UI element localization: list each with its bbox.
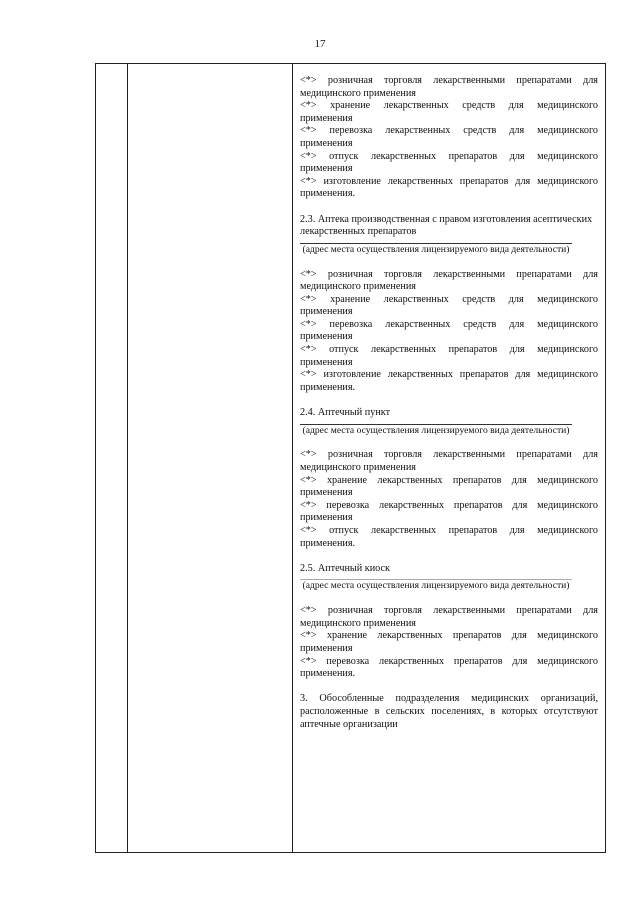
activity-item: <*> изготовление лекарственных препаратов для медицинского применения. [300, 369, 598, 393]
marker: <*> [300, 525, 317, 536]
section-heading-2-3: 2.3. Аптека производственная с правом изготовления асептических лекарственных препаратов [300, 213, 593, 238]
activity-list-2-5 [300, 605, 598, 681]
marker: <*> [300, 318, 317, 330]
marker: <*> [300, 125, 317, 137]
marker: <*> [300, 474, 317, 486]
activity-item: <*> изготовление лекарственных препаратов для медицинского применения. [300, 175, 598, 200]
address-caption: (адрес места осуществления лицензируемого вида деятельности) [302, 243, 570, 255]
page-number: 17 [314, 38, 326, 50]
activity-item: <*> перевозка лекарственных средств для медицинского применения [300, 125, 598, 149]
activity-item: <*> отпуск лекарственных препаратов для медицинского применения [300, 344, 598, 368]
marker: <*> [300, 150, 317, 162]
activity-item: <*> розничная торговля лекарственными препаратами для медицинского применения [300, 605, 598, 629]
marker: <*> [300, 344, 317, 356]
activity-list-block1 [300, 75, 598, 201]
marker: <*> [300, 268, 317, 280]
activity-list-2-3 [300, 269, 598, 395]
marker: <*> [300, 100, 317, 112]
activity-item: <*> отпуск лекарственных препаратов для медицинского применения. [300, 525, 598, 549]
marker: <*> [300, 293, 317, 305]
address-caption: (адрес места осуществления лицензируемого вида деятельности) [302, 424, 570, 436]
license-activities-cell [300, 75, 598, 731]
marker: <*> [300, 630, 317, 642]
marker: <*> [300, 499, 317, 511]
activity-item: <*> розничная торговля лекарственными препаратами для медицинского применения [300, 75, 598, 99]
activity-item: <*> хранение лекарственных препаратов для медицинского применения [300, 474, 598, 499]
activity-list-2-4 [300, 449, 598, 550]
activity-item: <*> перевозка лекарственных средств для медицинского применения [300, 318, 598, 343]
section-heading-2-4: 2.4. Аптечный пункт [300, 407, 391, 419]
marker: <*> [300, 605, 317, 617]
address-caption: (адрес места осуществления лицензируемого вида деятельности) [302, 580, 570, 592]
activity-item: <*> отпуск лекарственных препаратов для медицинского применения [300, 150, 598, 175]
column-divider [127, 64, 128, 852]
section-heading-3: 3. Обособленные подразделения медицинских организаций, расположенные в сельских поселениях, в которых отсутствуют аптечные организации [300, 693, 598, 730]
activity-item: <*> розничная торговля лекарственными препаратами для медицинского применения [300, 449, 598, 474]
activity-item: <*> хранение лекарственных средств для медицинского применения [300, 100, 598, 124]
activity-item: <*> перевозка лекарственных препаратов для медицинского применения. [300, 655, 598, 680]
activity-item: <*> перевозка лекарственных препаратов для медицинского применения [300, 499, 598, 524]
column-divider [292, 64, 293, 852]
activity-item: <*> хранение лекарственных препаратов для медицинского применения [300, 630, 598, 654]
marker: <*> [300, 655, 317, 667]
marker: <*> [300, 369, 317, 381]
marker: <*> [300, 449, 317, 461]
marker: <*> [300, 75, 317, 86]
section-heading-2-5: 2.5. Аптечный киоск [300, 562, 390, 574]
marker: <*> [300, 175, 317, 187]
activity-item: <*> хранение лекарственных средств для медицинского применения [300, 293, 598, 318]
activity-item: <*> розничная торговля лекарственными препаратами для медицинского применения [300, 268, 598, 293]
